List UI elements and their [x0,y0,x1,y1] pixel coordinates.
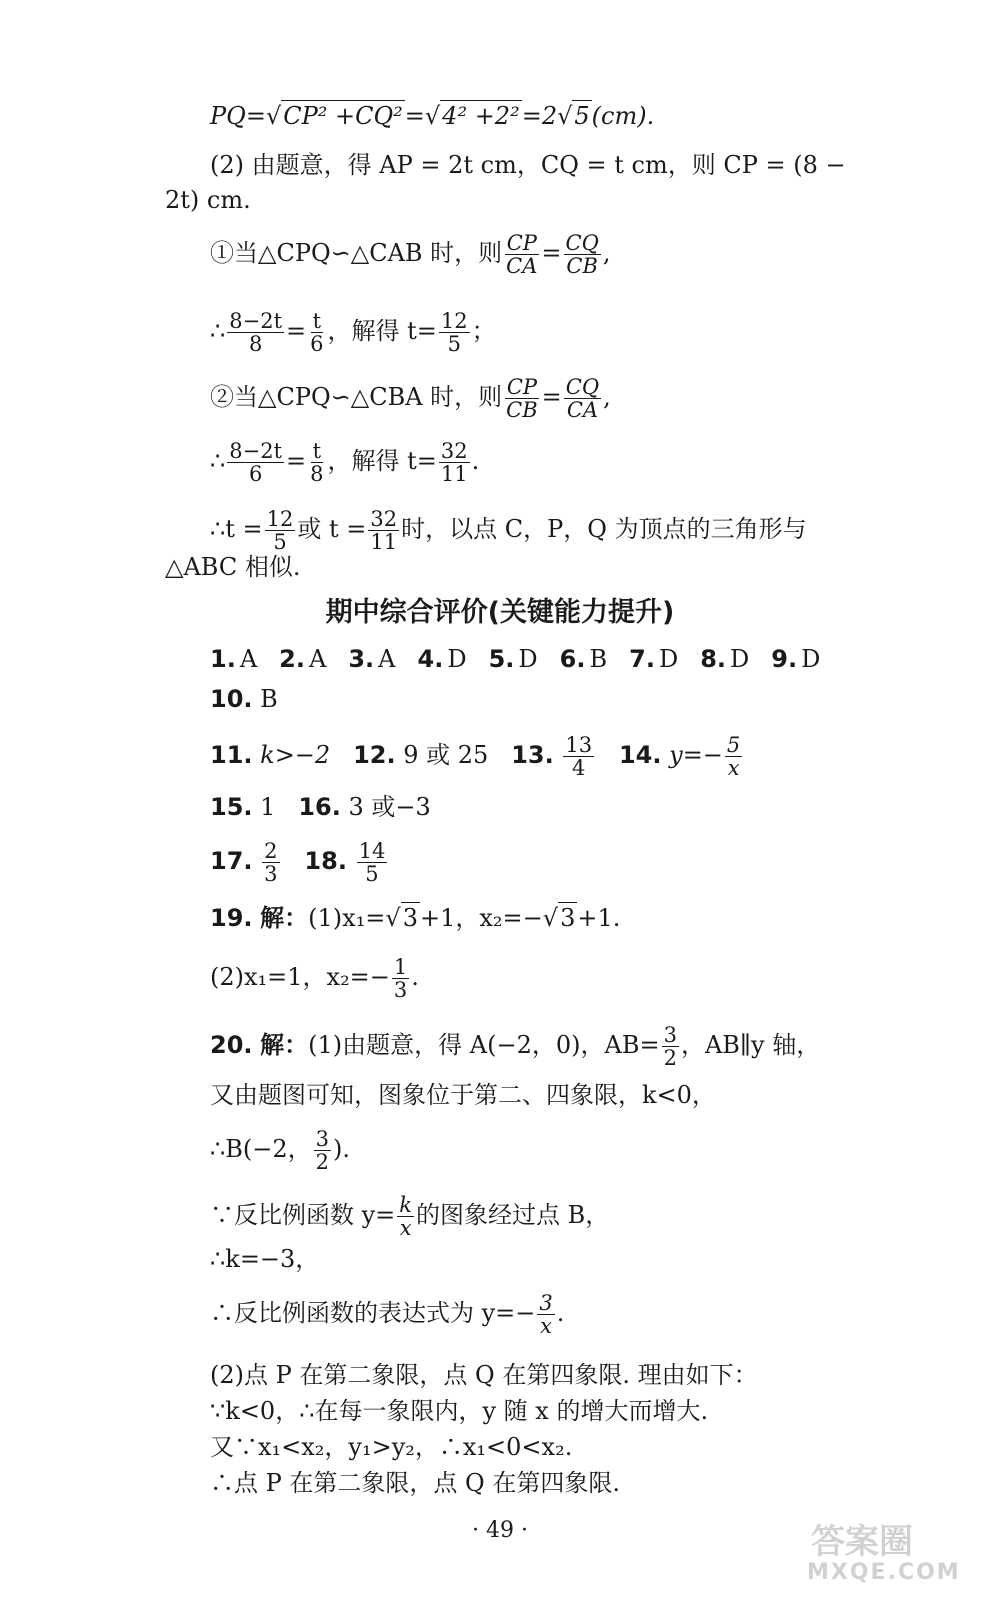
fraction [537,1292,554,1337]
q20-text: 的图象经过点 B， [416,1201,610,1229]
fraction [227,310,284,355]
question-number: 5. [488,645,515,673]
denominator: CA [566,398,599,422]
question-number: 6. [559,645,586,673]
answer-value: A [309,645,327,673]
denominator: 3 [264,862,278,886]
denominator: 8 [310,462,324,486]
numerator: t [312,309,322,333]
q20-part2-line-3: 又∵x₁<x₂，y₁>y₂，∴x₁<0<x₂. [210,1433,573,1461]
denominator: 6 [310,332,324,356]
question-number: 14. [618,741,662,769]
question-number: 16. [298,793,341,821]
fraction [357,840,388,885]
punct: , [602,239,611,267]
answer-value: D [447,645,467,673]
q20-text: ∴B(−2， [210,1135,312,1163]
question-number: 17. [210,847,253,875]
numerator: t [312,439,322,463]
q20-line-2: 又由题图可知，图象位于第二、四象限，k<0， [210,1081,716,1109]
fraction [262,840,279,885]
numerator: k [399,1193,413,1217]
fraction [564,232,601,277]
fraction [314,1128,331,1173]
q20-part2-line-4: ∴点 P 在第二象限，点 Q 在第四象限. [210,1469,620,1497]
answer-value: D [518,645,538,673]
case2-text: ②当△CPQ∽△CBA 时，则 [210,383,503,411]
question-number: 8. [700,645,727,673]
numerator: 3 [539,1291,553,1315]
q19-text: +1. [577,904,621,932]
fraction [308,440,325,485]
q19-line [210,902,620,933]
fraction [439,440,470,485]
denominator: CA [506,254,538,278]
sqrt-icon: √ [265,102,282,130]
numerator: 1 [393,955,408,979]
section-title: 期中综合评价(关键能力提升) [325,597,675,628]
fraction [439,310,470,355]
watermark-logo [805,1510,975,1590]
result-unit: (cm). [591,102,655,130]
q20-line [210,1024,820,1069]
q20-text: . [556,1299,565,1327]
question-number: 9. [771,645,798,673]
question-number: 11. [210,741,253,769]
conclusion-line [210,508,807,553]
therefore: ∴t = [210,515,263,543]
answer-value: y=− [669,741,723,769]
numerator: CQ [565,231,599,255]
denominator: 2 [315,1150,330,1174]
question-number: 15. [210,793,253,821]
fraction [662,1024,679,1069]
sqrt-icon: √ [542,904,559,932]
solve-text: ，解得 t= [327,447,437,475]
q20-text: ，AB∥y 轴， [680,1031,821,1059]
answer-value: 3 或−3 [348,793,431,821]
numerator: 8−2t [229,309,283,333]
answers-row-17 [210,840,389,885]
q20-line-6 [210,1292,564,1337]
question-number: 7. [629,645,655,673]
fraction [725,734,742,779]
fraction [265,508,296,553]
numerator: 8−2t [229,439,283,463]
solution-label: 解： [260,1031,309,1059]
answer-value: D [730,645,750,673]
fraction [397,1194,414,1239]
denominator: x [727,756,740,780]
part2-line: (2) 由题意，得 AP = 2t cm，CQ = t cm，则 CP = (8 − [210,151,846,179]
punct: ； [471,317,496,345]
question-number: 12. [353,741,396,769]
answer-value: D [658,645,679,673]
eq-sign: = [541,239,562,267]
denominator: 4 [572,756,586,780]
numerator: 12 [266,507,294,531]
denominator: 6 [248,462,263,486]
denominator: 3 [393,978,408,1002]
answer-value: D [801,645,821,673]
q20-line-5: ∴k=−3， [210,1245,320,1273]
fraction [504,376,540,421]
sqrt-expr-1: CP² +CQ² [283,102,403,130]
numerator: CP [506,375,538,399]
case1-solve-line [210,310,496,355]
therefore: ∴ [210,317,226,345]
numerator: 12 [440,309,468,333]
question-number: 19. [210,904,253,932]
denominator: 2 [663,1046,677,1070]
q19-part2 [210,956,419,1001]
fraction [227,440,284,485]
numerator: CP [506,231,537,255]
answers-row-15 [210,792,431,822]
watermark-text: 答案圈 [811,1522,913,1562]
q19-text: +1，x₂=− [420,904,543,932]
q20-line-3 [210,1128,350,1173]
numerator: 13 [565,733,593,757]
q20-text: ∵反比例函数 y= [210,1201,396,1229]
numerator: 14 [358,839,386,863]
q19-text: (1)x₁= [308,904,386,932]
denominator: x [540,1314,553,1338]
solve-text: ，解得 t= [327,317,437,345]
fraction [564,376,601,421]
q19-text: (2)x₁=1，x₂=− [210,963,390,991]
numerator: 5 [726,733,741,757]
sqrt-expr: 3 [560,904,576,932]
conclusion-line-cont: △ABC 相似. [165,553,301,581]
part2-line-cont: 2t) cm. [165,186,251,214]
q20-text: ). [333,1135,351,1163]
question-number: 2. [279,645,305,673]
q20-line-4 [210,1194,609,1239]
denominator: 11 [440,462,468,486]
q20-part2-line-2: ∵k<0，∴在每一象限内，y 随 x 的增大而增大. [210,1397,709,1425]
answer-value: k>−2 [260,741,331,769]
answer-value: A [378,645,396,673]
numerator: 3 [315,1127,330,1151]
numerator: 32 [440,439,468,463]
denominator: CB [566,254,598,278]
pq-lhs: PQ= [210,102,266,130]
question-number: 20. [210,1031,253,1059]
answers-row-2 [210,684,278,714]
question-number: 13. [511,741,554,769]
answers-row-11 [210,734,744,779]
denominator: 11 [370,530,398,554]
pq-equation [210,100,654,131]
denominator: 5 [273,530,287,554]
eq-sign: = [404,102,425,130]
q20-text: (1)由题意，得 A(−2，0)，AB= [308,1031,660,1059]
sqrt-icon: √ [424,102,441,130]
case2-solve-line [210,440,479,485]
punct: . [411,963,419,991]
case1-text: ①当△CPQ∽△CAB 时，则 [210,239,503,267]
denominator: 8 [248,332,263,356]
denominator: x [399,1216,412,1240]
answer-value: B [260,685,278,713]
question-number: 3. [348,645,375,673]
question-number: 10. [210,685,253,713]
sqrt-icon: √ [385,904,401,932]
case2-line [210,376,611,421]
or-text: 或 t = [297,515,367,543]
numerator: CQ [565,375,600,399]
punct: . [471,447,480,475]
watermark-url: MXQE.COM [807,1560,961,1585]
therefore: ∴ [210,447,226,475]
sqrt-expr-2: 4² +2² [442,102,520,130]
punct: , [603,383,611,411]
fraction [308,310,325,355]
question-number: 1. [210,645,236,673]
answer-value: B [589,645,608,673]
result-coef: =2 [521,102,558,130]
sqrt-expr: 3 [402,904,418,932]
solution-label: 解： [260,904,309,932]
fraction [563,734,594,779]
answer-value: A [239,645,258,673]
eq-sign: = [541,383,562,411]
fraction [504,232,539,277]
answer-value: 1 [260,793,276,821]
numerator: 3 [663,1023,677,1047]
case1-line [210,232,610,277]
eq-sign: = [286,447,307,475]
answers-row-1 [210,644,842,674]
q20-text: ∴反比例函数的表达式为 y=− [210,1299,536,1327]
fraction [392,956,409,1001]
page-number: · 49 · [472,1518,528,1543]
answer-value: 9 或 25 [403,741,489,769]
question-number: 4. [417,645,444,673]
numerator: 2 [264,839,278,863]
q20-part2-line-1: (2)点 P 在第二象限，点 Q 在第四象限. 理由如下： [210,1361,758,1389]
conclusion-text: 时，以点 C，P，Q 为顶点的三角形与 [401,515,807,543]
eq-sign: = [286,317,307,345]
sqrt-icon: √ [557,102,573,130]
denominator: 5 [447,332,461,356]
numerator: 32 [370,507,398,531]
denominator: CB [506,398,538,422]
fraction [368,508,399,553]
sqrt-expr-3: 5 [574,102,590,130]
question-number: 18. [304,847,347,875]
denominator: 5 [365,862,379,886]
